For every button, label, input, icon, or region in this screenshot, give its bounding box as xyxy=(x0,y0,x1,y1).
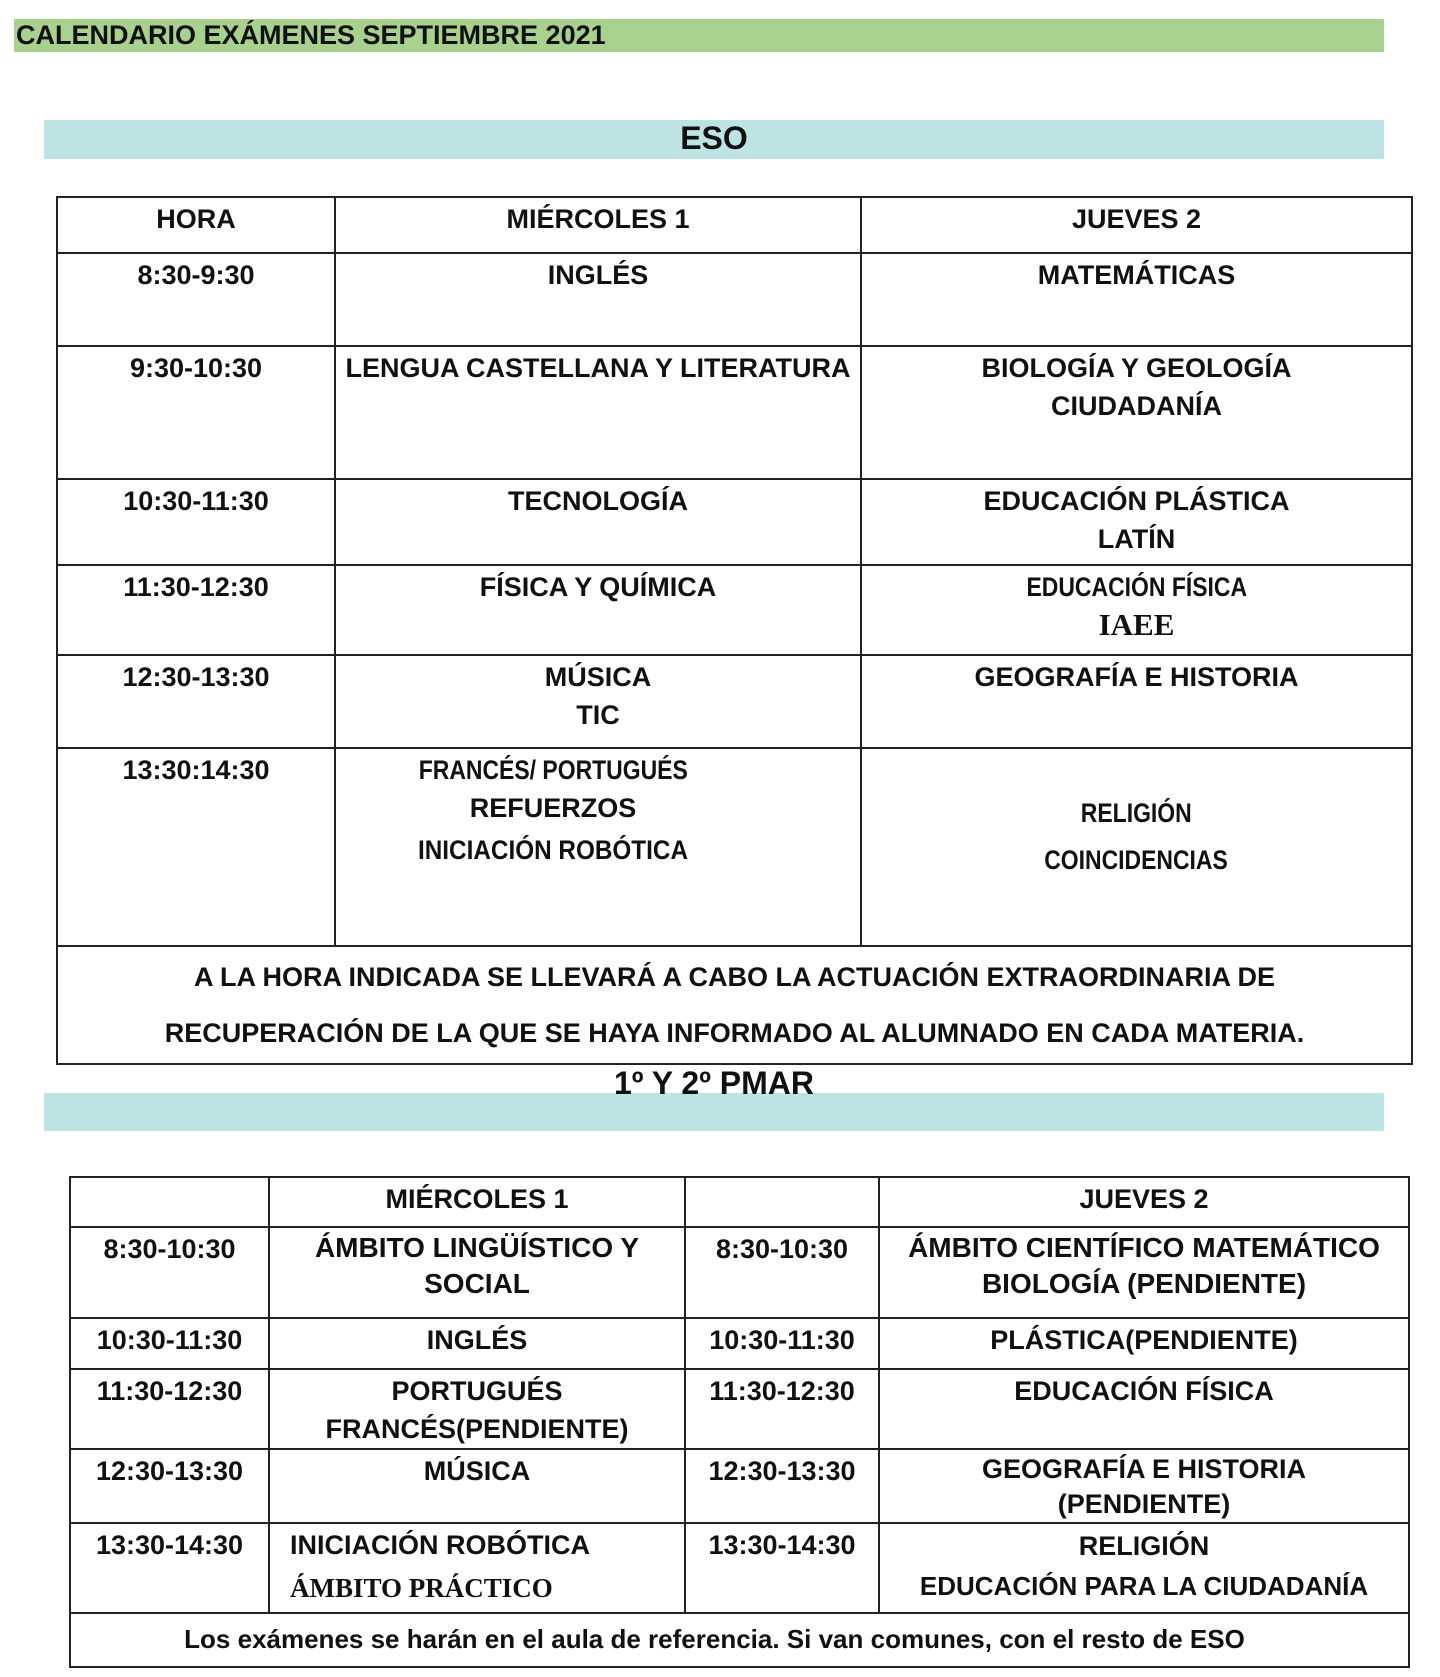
subject: CIUDADANÍA xyxy=(1051,391,1222,421)
miercoles-cell xyxy=(269,1318,685,1369)
jueves-cell xyxy=(861,748,1412,946)
jueves-cell xyxy=(861,565,1412,655)
subject: INGLÉS xyxy=(426,1325,528,1355)
hora-cell: 13:30-14:30 xyxy=(70,1523,269,1613)
table-row xyxy=(57,253,1412,346)
subject: LENGUA CASTELLANA Y LITERATURA xyxy=(345,353,851,383)
hora-cell: 10:30-11:30 xyxy=(685,1318,879,1369)
page-title: CALENDARIO EXÁMENES SEPTIEMBRE 2021 xyxy=(16,20,606,50)
subject: EDUCACIÓN FÍSICA xyxy=(1026,572,1247,602)
miercoles-cell xyxy=(335,655,861,748)
column-header-hora-2 xyxy=(685,1177,879,1227)
pmar-note: Los exámenes se harán en el aula de referencia. Si van comunes, con el resto de ESO xyxy=(70,1613,1409,1667)
table-row xyxy=(70,1318,1409,1369)
table-row xyxy=(57,479,1412,565)
jueves-cell xyxy=(861,346,1412,479)
subject: PLÁSTICA(PENDIENTE) xyxy=(990,1325,1298,1355)
jueves-cell xyxy=(861,253,1412,346)
miercoles-cell xyxy=(335,253,861,346)
column-header-hora-1 xyxy=(70,1177,269,1227)
subject: RELIGIÓN xyxy=(1078,1531,1210,1561)
column-header-miercoles: MIÉRCOLES 1 xyxy=(269,1177,685,1227)
subject: BIOLOGÍA (PENDIENTE) xyxy=(981,1268,1307,1299)
subject: LATÍN xyxy=(1097,524,1176,554)
miercoles-cell xyxy=(335,479,861,565)
hora-cell: 12:30-13:30 xyxy=(70,1449,269,1523)
table-header-row xyxy=(57,197,1412,253)
subject: RELIGIÓN xyxy=(1081,798,1192,828)
table-row xyxy=(70,1449,1409,1523)
column-header-jueves: JUEVES 2 xyxy=(879,1177,1409,1227)
column-header-jueves: JUEVES 2 xyxy=(861,197,1412,253)
subject: MÚSICA xyxy=(423,1456,531,1486)
hora-cell: 10:30-11:30 xyxy=(70,1318,269,1369)
subject: BIOLOGÍA Y GEOLOGÍA xyxy=(981,353,1292,383)
hora-cell: 13:30-14:30 xyxy=(685,1523,879,1613)
subject: ÁMBITO LINGÜÍSTICO Y xyxy=(314,1232,640,1263)
eso-section-title: ESO xyxy=(680,120,748,156)
subject: FÍSICA Y QUÍMICA xyxy=(479,572,717,602)
miercoles-cell xyxy=(269,1449,685,1523)
hora-cell: 10:30-11:30 xyxy=(57,479,335,565)
jueves-cell xyxy=(879,1227,1409,1318)
subject: PORTUGUÉS xyxy=(391,1376,563,1406)
subject: MATEMÁTICAS xyxy=(1037,260,1236,290)
miercoles-cell xyxy=(335,346,861,479)
miercoles-cell xyxy=(269,1369,685,1449)
table-row xyxy=(57,655,1412,748)
jueves-cell xyxy=(879,1449,1409,1523)
subject: GEOGRAFÍA E HISTORIA xyxy=(981,1454,1307,1484)
jueves-cell xyxy=(879,1369,1409,1449)
hora-cell: 11:30-12:30 xyxy=(57,565,335,655)
table-row xyxy=(70,1369,1409,1449)
subject: (PENDIENTE) xyxy=(1057,1489,1231,1519)
table-note-row xyxy=(57,946,1412,1064)
subject: SOCIAL xyxy=(424,1268,530,1299)
subject: TIC xyxy=(576,700,620,730)
subject: EDUCACIÓN FÍSICA xyxy=(1014,1376,1274,1406)
note-line: A LA HORA INDICADA SE LLEVARÁ A CABO LA ACTUACIÓN EXTRAORDINARIA DE xyxy=(194,962,1275,992)
note-line: RECUPERACIÓN DE LA QUE SE HAYA INFORMADO AL ALUMNADO EN CADA MATERIA. xyxy=(164,1018,1305,1048)
table-row xyxy=(57,748,1412,946)
column-header-miercoles: MIÉRCOLES 1 xyxy=(335,197,861,253)
jueves-cell xyxy=(879,1318,1409,1369)
table-row xyxy=(70,1227,1409,1318)
eso-schedule-table xyxy=(56,196,1413,1065)
table-row xyxy=(57,565,1412,655)
jueves-cell xyxy=(861,479,1412,565)
subject: COINCIDENCIAS xyxy=(1044,845,1229,875)
miercoles-cell xyxy=(269,1523,685,1613)
hora-cell: 11:30-12:30 xyxy=(685,1369,879,1449)
subject: INGLÉS xyxy=(547,260,649,290)
subject: FRANCÉS(PENDIENTE) xyxy=(325,1414,629,1444)
table-row xyxy=(57,346,1412,479)
subject: REFUERZOS xyxy=(469,793,637,823)
subject: EDUCACIÓN PLÁSTICA xyxy=(983,486,1290,516)
subject: INICIACIÓN ROBÓTICA xyxy=(290,1530,590,1560)
hora-cell: 8:30-9:30 xyxy=(57,253,335,346)
miercoles-cell xyxy=(269,1227,685,1318)
subject: ÁMBITO PRÁCTICO xyxy=(290,1573,553,1603)
subject: ÁMBITO CIENTÍFICO MATEMÁTICO xyxy=(908,1232,1380,1263)
table-note-row xyxy=(70,1613,1409,1667)
pmar-section-title: 1º Y 2º PMAR xyxy=(613,1065,815,1101)
jueves-cell xyxy=(879,1523,1409,1613)
hora-cell: 8:30-10:30 xyxy=(685,1227,879,1318)
pmar-schedule-table xyxy=(69,1176,1410,1668)
hora-cell: 12:30-13:30 xyxy=(685,1449,879,1523)
column-header-hora: HORA xyxy=(57,197,335,253)
eso-note xyxy=(57,946,1412,1064)
hora-cell: 8:30-10:30 xyxy=(70,1227,269,1318)
hora-cell: 9:30-10:30 xyxy=(57,346,335,479)
table-row xyxy=(70,1523,1409,1613)
jueves-cell xyxy=(861,655,1412,748)
miercoles-cell xyxy=(335,748,861,946)
miercoles-cell xyxy=(335,565,861,655)
table-header-row xyxy=(70,1177,1409,1227)
subject: FRANCÉS/ PORTUGUÉS xyxy=(418,755,688,785)
subject: IAEE xyxy=(1098,607,1175,642)
hora-cell: 13:30:14:30 xyxy=(57,748,335,946)
subject: GEOGRAFÍA E HISTORIA xyxy=(974,662,1299,692)
subject: MÚSICA xyxy=(544,662,652,692)
subject: INICIACIÓN ROBÓTICA xyxy=(418,835,688,865)
subject: EDUCACIÓN PARA LA CIUDADANÍA xyxy=(919,1571,1369,1601)
subject: TECNOLOGÍA xyxy=(508,486,688,516)
hora-cell: 12:30-13:30 xyxy=(57,655,335,748)
hora-cell: 11:30-12:30 xyxy=(70,1369,269,1449)
